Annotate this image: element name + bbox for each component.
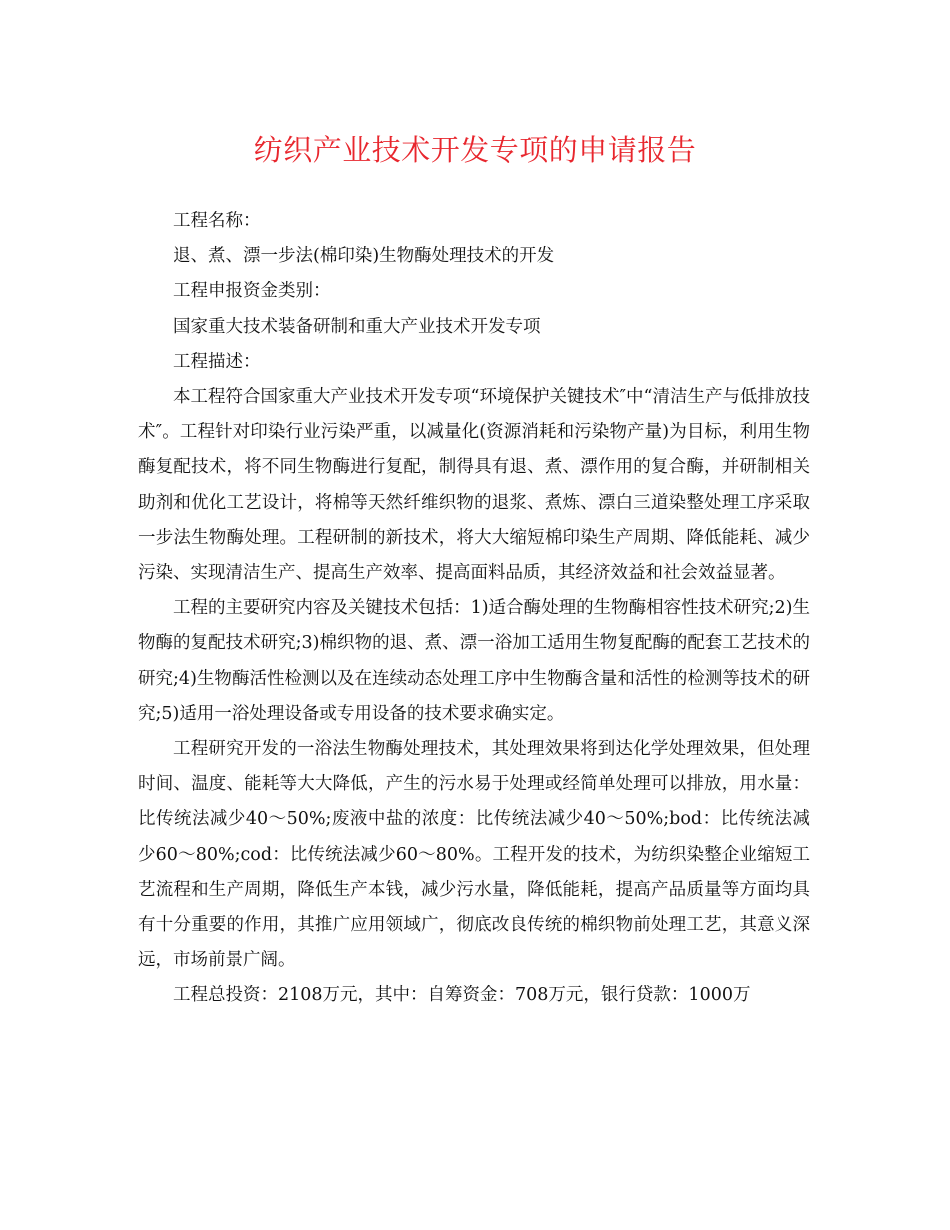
description-label: 工程描述： bbox=[173, 351, 261, 372]
fund-category-label: 工程申报资金类别： bbox=[173, 281, 331, 302]
document-body bbox=[138, 204, 810, 1014]
project-name: 退、煮、漂一步法(棉印染)生物酶处理技术的开发 bbox=[173, 246, 555, 267]
document-title: 纺织产业技术开发专项的申请报告 bbox=[253, 133, 697, 167]
paragraph-overview: 本工程符合国家重大产业技术开发专项“环境保护关键技术″中“清洁生产与低排放技术″。工程针对印染行业污染严重，以减量化(资源消耗和污染物产量)为目标，利用生物酶复配技术，将不同生物酶进行复配，制得具有退、煮、漂作用的复合酶，并研制相关助剂和优化工艺设计，将棉等天然纤维织物的退浆、煮炼、漂白三道染整处理工序采取一步法生物酶处理。工程研制的新技术，将大大缩短棉印染生产周期、降低能耗、减少污染、实现清洁生产、提高生产效率、提高面料品质，其经济效益和社会效益显著。 bbox=[138, 387, 810, 584]
paragraph-investment: 工程总投资：2108万元，其中：自筹资金：708万元，银行贷款：1000万 bbox=[173, 985, 751, 1006]
paragraph-benefits: 工程研究开发的一浴法生物酶处理技术，其处理效果将到达化学处理效果，但处理时间、温度、能耗等大大降低，产生的污水易于处理或经简单处理可以排放，用水量：比传统法减少40～50%;废液中盐的浓度：比传统法减少40～50%;bod：比传统法减少60～80%;cod：比传统法减少60～80%。工程开发的技术，为纺织染整企业缩短工艺流程和生产周期，降低生产本钱，减少污水量，降低能耗，提高产品质量等方面均具有十分重要的作用，其推广应用领域广，彻底改良传统的棉织物前处理工艺，其意义深远，市场前景广阔。 bbox=[138, 739, 810, 971]
fund-category: 国家重大技术装备研制和重大产业技术开发专项 bbox=[173, 316, 541, 337]
project-name-label: 工程名称： bbox=[173, 211, 261, 231]
paragraph-research-content: 工程的主要研究内容及关键技术包括：1)适合酶处理的生物酶相容性技术研究;2)生物酶的复配技术研究;3)棉织物的退、煮、漂一浴加工适用生物复配酶的配套工艺技术的研究;4)生物酶活性检测以及在连续动态处理工序中生物酶含量和活性的检测等技术的研究;5)适用一浴处理设备或专用设备的技术要求确实定。 bbox=[138, 598, 810, 724]
